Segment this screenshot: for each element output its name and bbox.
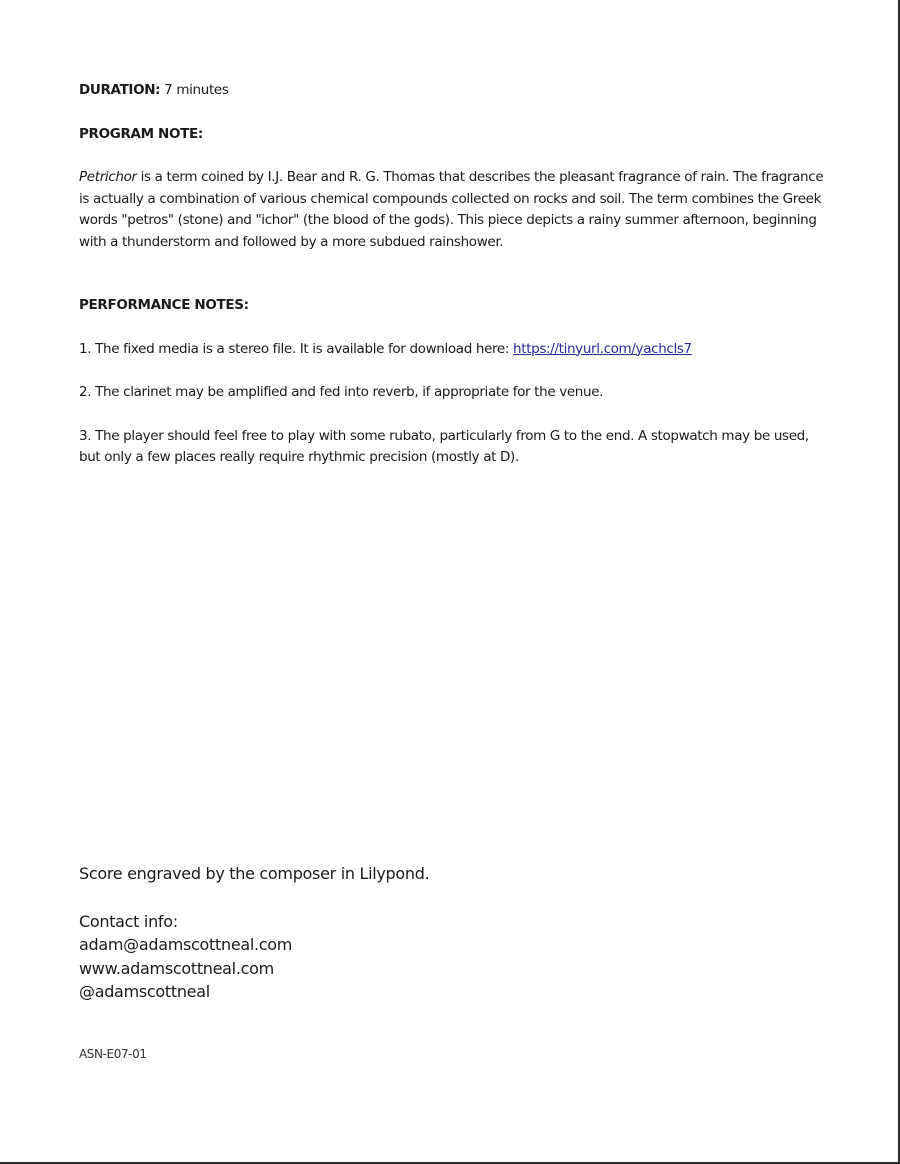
program-note-text: is a term coined by I.J. Bear and R. G. Thomas that describes the pleasant fragrance of rain. The fragrance is actually a combination of various chemical compounds collected on rocks and soil. The term combines the Greek words "petros" (stone) and "ichor" (the blood of the gods). This piece depicts a rainy summer afternoon, beginning with a thunderstorm and followed by a more subdued rainshower. xyxy=(79,169,824,250)
contact-handle: @adamscottneal xyxy=(79,982,210,1001)
performance-note-2: 2. The clarinet may be amplified and fed into reverb, if appropriate for the venue. xyxy=(79,384,604,400)
download-link[interactable]: https://tinyurl.com/yachcls7 xyxy=(513,340,692,357)
notes-section xyxy=(79,80,829,469)
performance-note-1 xyxy=(79,339,829,361)
program-note-heading: PROGRAM NOTE: xyxy=(79,125,203,142)
duration-label: DURATION: xyxy=(79,82,161,98)
engraving-credit: Score engraved by the composer in Lilypond. xyxy=(79,864,430,883)
duration-value: 7 minutes xyxy=(164,82,229,98)
program-note-body xyxy=(79,167,829,253)
performance-notes-heading: PERFORMANCE NOTES: xyxy=(79,297,249,313)
catalog-number: ASN-E07-01 xyxy=(79,1047,147,1061)
performance-note-1-text: 1. The fixed media is a stereo file. It is available for download here: xyxy=(79,340,510,357)
contact-website: www.adamscottneal.com xyxy=(79,958,274,978)
contact-label: Contact info: xyxy=(79,911,178,931)
program-note-title: Petrichor xyxy=(79,169,137,185)
contact-email: adam@adamscottneal.com xyxy=(79,935,293,954)
performance-note-3: 3. The player should feel free to play with some rubato, particularly from G to the end. A stopwatch may be used, but only a few places really require rhythmic precision (mostly at D). xyxy=(79,427,809,465)
duration-line xyxy=(79,80,829,102)
credits-section xyxy=(79,862,679,1004)
